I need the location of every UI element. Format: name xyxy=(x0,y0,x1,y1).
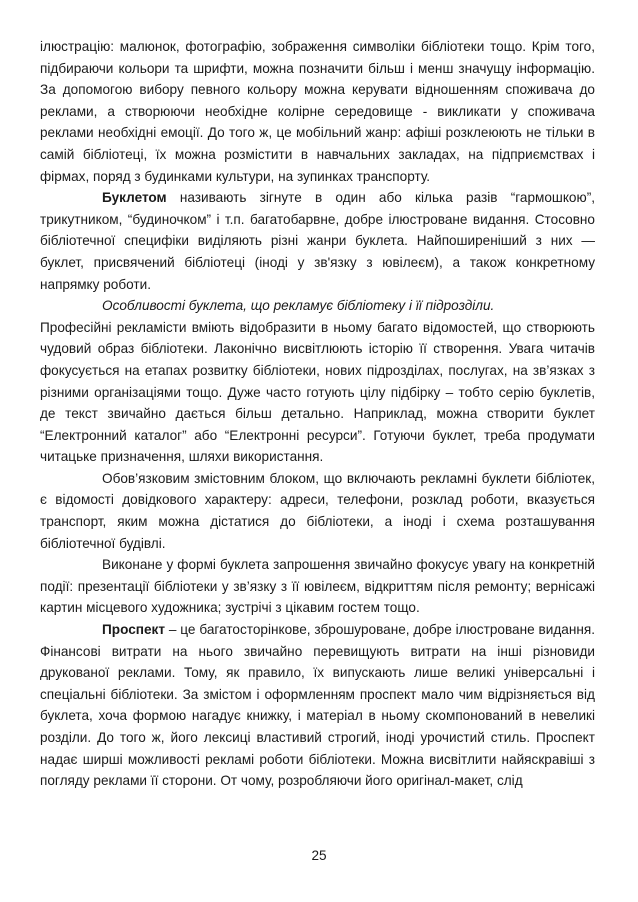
paragraph-booklet-definition xyxy=(40,187,595,295)
prospectus-definition-text: – це багатосторінкове, зброшуроване, добре ілюстроване видання. Фінансові витрати на нього звичайно перевищують витрати на інші різновиди друкованої реклами. Тому, як правило, їх випускають лише великі універсальні і спеціальні бібліотеки. За змістом і оформленням проспект мало чим відрізняється від буклета, хоча формою нагадує книжку, і матеріал в ньому скомпонований в невеликі розділи. До того ж, його лексиці властивий строгий, іноді урочистий стиль. Проспект надає ширші можливості рекламі роботи бібліотеки. Можна висвітлити найяскравіші з погляду реклами її сторони. От чому, розробляючи його оригінал-макет, слід xyxy=(40,622,595,789)
paragraph-reference-info: Обов’язковим змістовним блоком, що включають рекламні буклети бібліотек, є відомості довідкового характеру: адреси, телефони, розклад роботи, вказується транспорт, яким можна дістатися до бібліотеки, а іноді і схема розташування бібліотечної будівлі. xyxy=(40,470,595,551)
section-subheading-booklet-features: Особливості буклета, що рекламує бібліотеку і її підрозділи. xyxy=(102,298,495,314)
paragraph-intro-continuation: ілюстрацію: малюнок, фотографію, зображення символіки бібліотеки тощо. Крім того, підбираючи кольори та шрифти, можна позначити більш і менш значущу інформацію. За допомогою вибору певного кольору можна керувати відношенням споживача до реклами, а створюючи необхідне колірне середовище - викликати у споживача реклами необхідні емоції. До того ж, це мобільний жанр: афіші розклеюють не тільки в самій бібліотеці, їх можна розмістити в навчальних закладах, на підприємствах і фірмах, поряд з будинками культури, на зупинках транспорту. xyxy=(40,39,595,184)
paragraph-prospectus-definition xyxy=(40,619,595,792)
paragraph-invitation: Виконане у формі буклета запрошення звичайно фокусує увагу на конкретній події: презентації бібліотеки у зв’язку з її ювілеєм, відкриттям після ремонту; вернісажі картин місцевого художника; зустрічі з цікавим гостем тощо. xyxy=(40,557,595,616)
booklet-definition-text: називають зігнуте в один або кілька разів “гармошкою”, трикутником, “будиночком” і т.п. багатобарвне, добре ілюстроване видання. Стосовно бібліотечної специфіки виділяють різні жанри буклета. Найпоширеніший з них — буклет, присвячений бібліотеці (іноді у зв'язку з ювілеєм), а також конкретному напрямку роботи. xyxy=(40,190,595,292)
term-booklet: Буклетом xyxy=(102,190,167,206)
term-prospectus: Проспект xyxy=(102,622,165,638)
document-page xyxy=(40,36,595,792)
paragraph-booklet-features: Професійні рекламісти вміють відобразити в ньому багато відомостей, що створюють чудовий образ бібліотеки. Лаконічно висвітлюють історію її створення. Увага читачів фокусується на етапах розвитку бібліотеки, нових підрозділах, послугах, на зв’язках з різними організаціями тощо. Дуже часто готують цілу підбірку – тобто серію буклетів, де текст звичайно дається більш детально. Наприклад, можна створити буклет “Електронний каталог” або “Електронні ресурси”. Готуючи буклет, треба продумати читацьке призначення, шляхи використання. xyxy=(40,319,595,465)
page-number: 25 xyxy=(311,848,327,863)
